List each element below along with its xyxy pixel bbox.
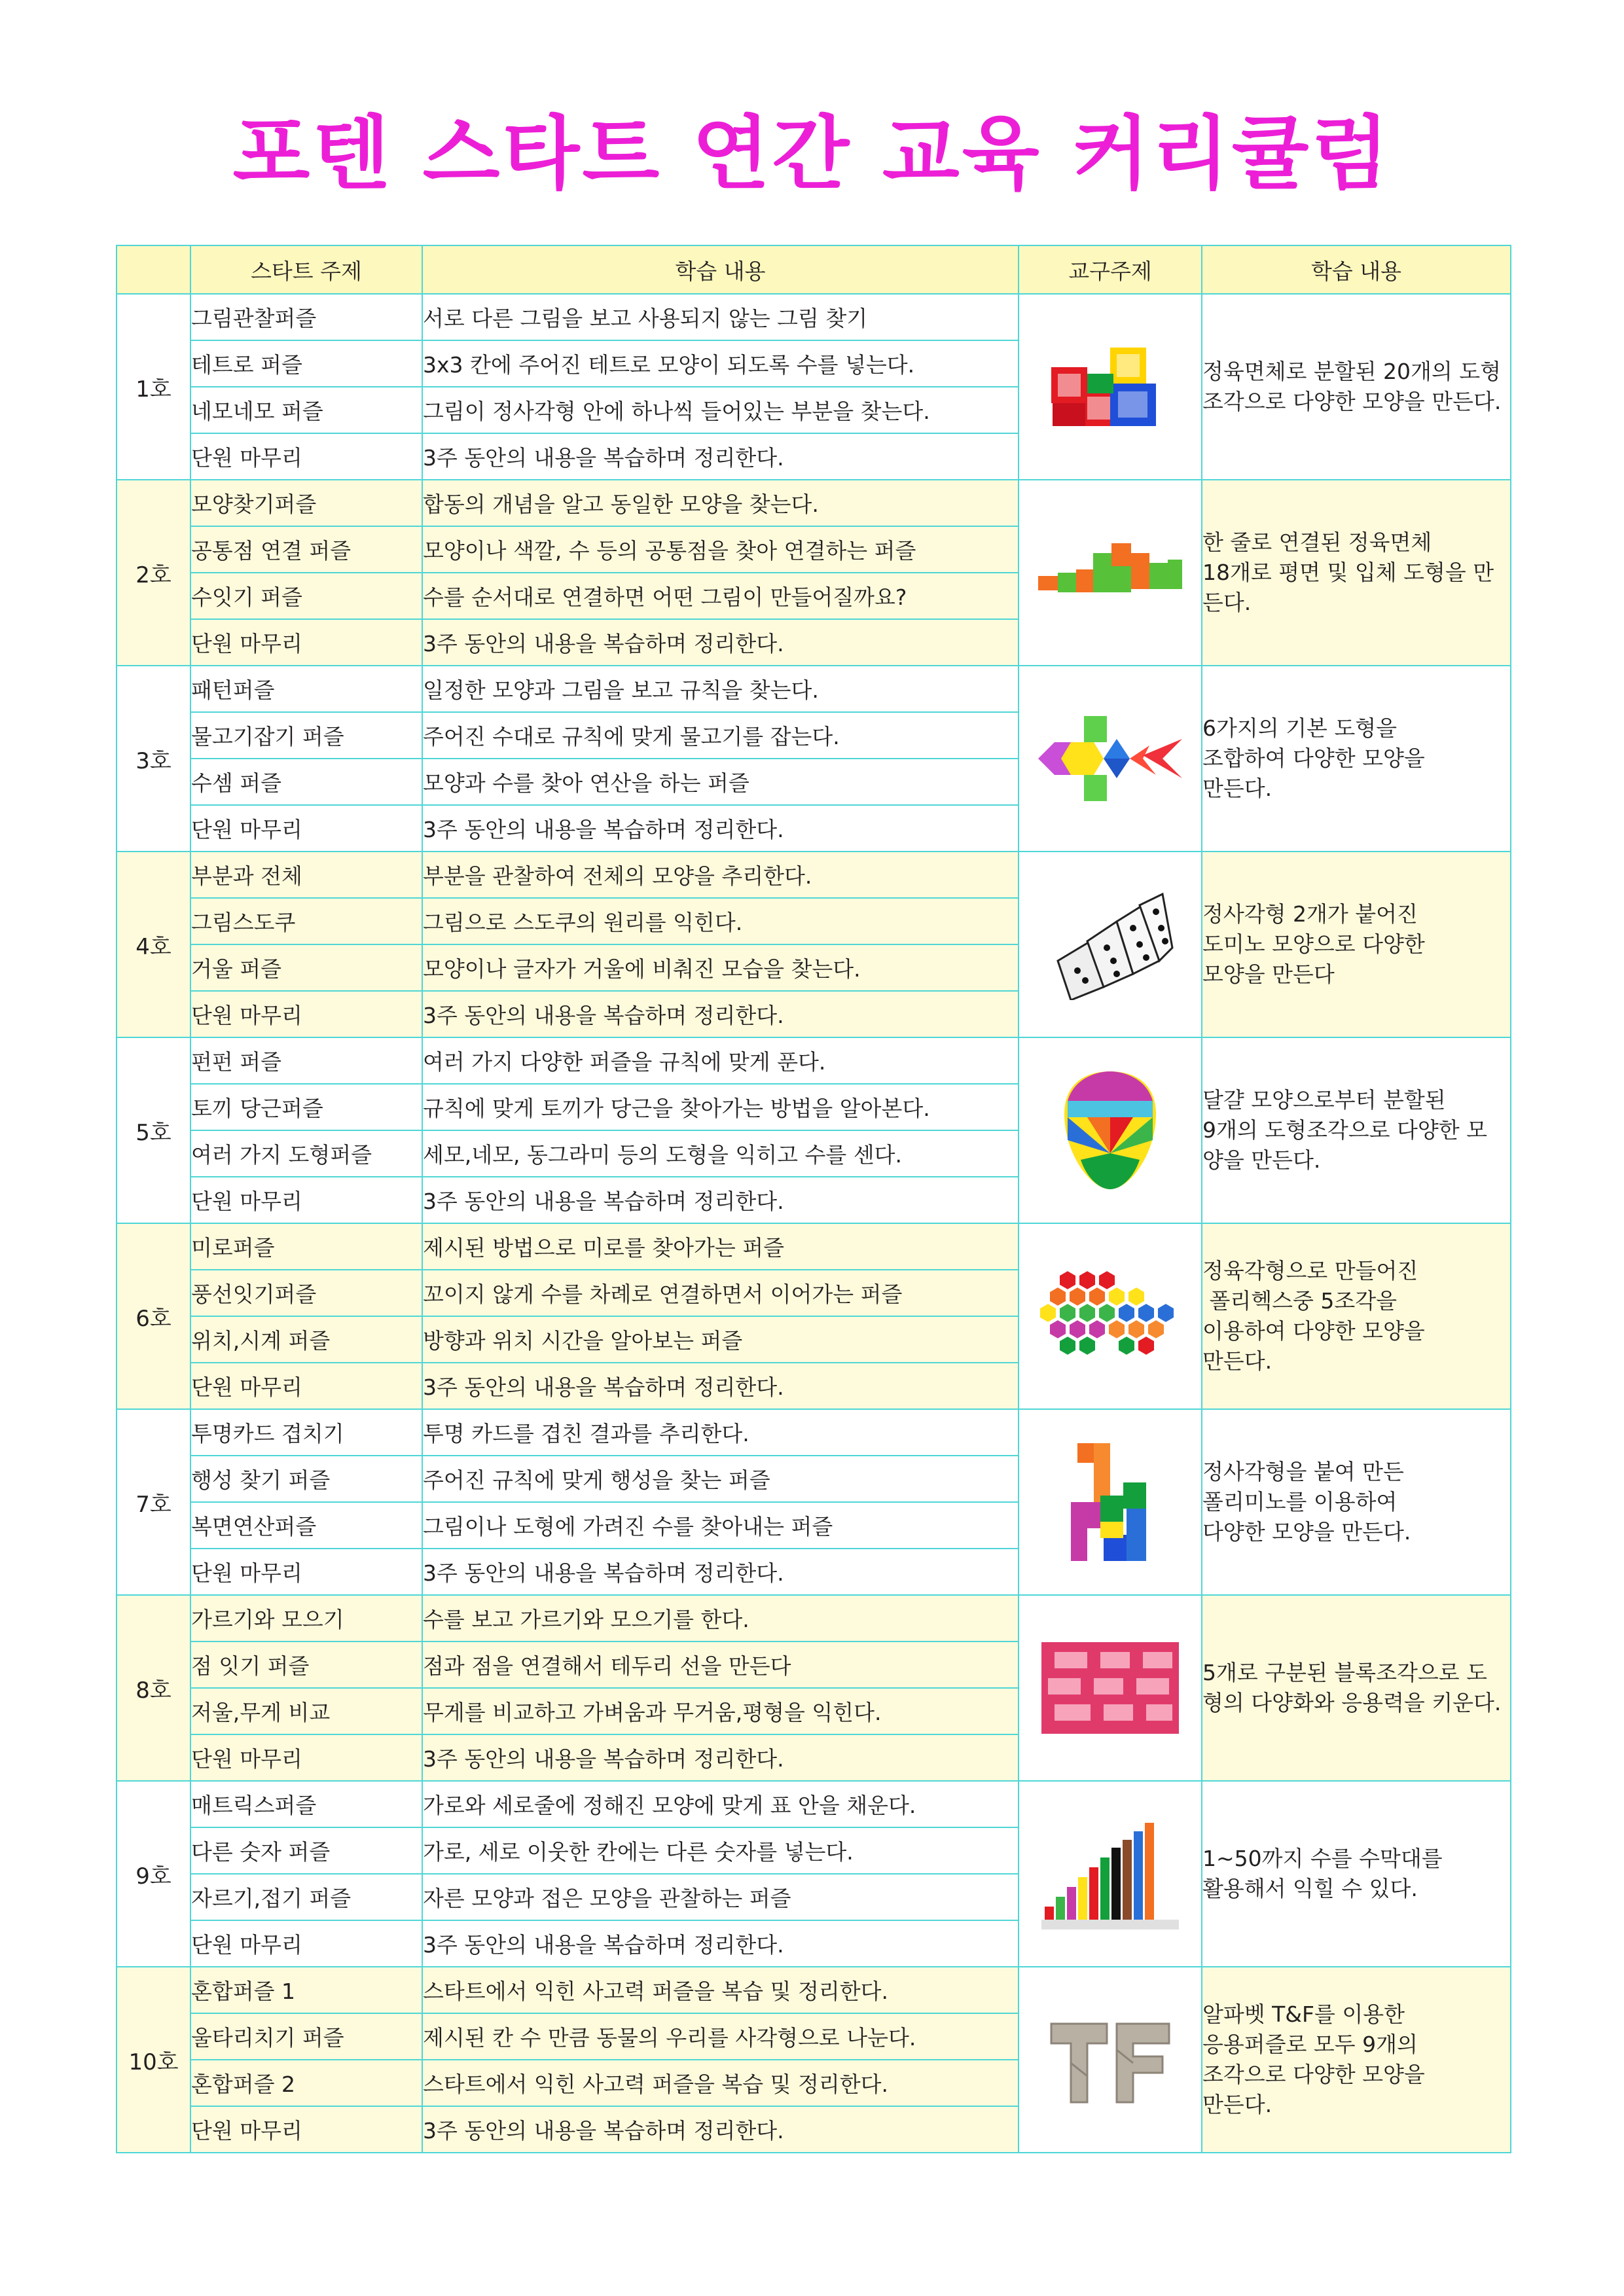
topic-cell: 여러 가지 도형퍼즐: [190, 1130, 422, 1177]
content-cell: 3주 동안의 내용을 복습하며 정리한다.: [422, 1177, 1019, 1223]
content-cell: 3주 동안의 내용을 복습하며 정리한다.: [422, 1549, 1019, 1595]
egg-tangram-icon: [1019, 1037, 1202, 1223]
polyomino-icon: [1019, 1409, 1202, 1595]
topic-cell: 단원 마무리: [190, 619, 422, 666]
issue-number: 1호: [117, 294, 190, 480]
content-cell: 수를 보고 가르기와 모으기를 한다.: [422, 1595, 1019, 1641]
content-cell: 점과 점을 연결해서 테두리 선을 만든다: [422, 1641, 1019, 1688]
tool-description-line: 이용하여 다양한 모양을: [1202, 1318, 1425, 1344]
table-row: [117, 480, 1511, 526]
topic-cell: 펀펀 퍼즐: [190, 1037, 422, 1084]
content-cell: 3주 동안의 내용을 복습하며 정리한다.: [422, 619, 1019, 666]
tool-description-line: 5개로 구분된 블록조각으로 도: [1202, 1660, 1488, 1685]
content-cell: 스타트에서 익힌 사고력 퍼즐을 복습 및 정리한다.: [422, 1967, 1019, 2013]
header-topic: 스타트 주제: [190, 245, 422, 294]
issue-number: 3호: [117, 666, 190, 852]
tool-description-line: 만든다.: [1202, 2092, 1272, 2117]
table-row: [117, 1037, 1511, 1084]
topic-cell: 그림스도쿠: [190, 898, 422, 944]
content-cell: 제시된 칸 수 만큼 동물의 우리를 사각형으로 나눈다.: [422, 2013, 1019, 2060]
tool-description-line: 다양한 모양을 만든다.: [1202, 1519, 1411, 1545]
topic-cell: 테트로 퍼즐: [190, 340, 422, 387]
content-cell: 방향과 위치 시간을 알아보는 퍼즐: [422, 1316, 1019, 1363]
content-cell: 가로와 세로줄에 정해진 모양에 맞게 표 안을 채운다.: [422, 1781, 1019, 1827]
topic-cell: 저울,무게 비교: [190, 1688, 422, 1734]
tool-description: [1202, 294, 1511, 480]
table-row: [117, 1409, 1511, 1456]
curriculum-group: [117, 480, 1511, 666]
content-cell: 무게를 비교하고 가벼움과 무거움,평형을 익힌다.: [422, 1688, 1019, 1734]
content-cell: 자른 모양과 접은 모양을 관찰하는 퍼즐: [422, 1874, 1019, 1920]
tool-description-line: 1~50까지 수를 수막대를: [1202, 1846, 1443, 1871]
tool-description-line: 조각으로 다양한 모양을: [1202, 2062, 1425, 2087]
issue-number: 5호: [117, 1037, 190, 1223]
topic-cell: 미로퍼즐: [190, 1223, 422, 1270]
topic-cell: 행성 찾기 퍼즐: [190, 1456, 422, 1502]
topic-cell: 혼합퍼즐 2: [190, 2060, 422, 2106]
issue-number: 2호: [117, 480, 190, 666]
tool-description-line: 6가지의 기본 도형을: [1202, 715, 1397, 741]
tool-description-line: 도미노 모양으로 다양한: [1202, 931, 1425, 957]
topic-cell: 수잇기 퍼즐: [190, 573, 422, 619]
dominoes-icon: [1019, 852, 1202, 1037]
curriculum-group: [117, 666, 1511, 852]
tool-description-line: 알파벳 T&F를 이용한: [1202, 2001, 1405, 2027]
content-cell: 주어진 규칙에 맞게 행성을 찾는 퍼즐: [422, 1456, 1019, 1502]
snake-cubes-icon: [1019, 480, 1202, 666]
header-tool-content: 학습 내용: [1202, 245, 1511, 294]
tool-description-line: 18개로 평면 및 입체 도형을 만: [1202, 560, 1494, 585]
topic-cell: 물고기잡기 퍼즐: [190, 712, 422, 759]
content-cell: 여러 가지 다양한 퍼즐을 규칙에 맞게 푼다.: [422, 1037, 1019, 1084]
topic-cell: 토끼 당근퍼즐: [190, 1084, 422, 1130]
content-cell: 3주 동안의 내용을 복습하며 정리한다.: [422, 805, 1019, 852]
content-cell: 부분을 관찰하여 전체의 모양을 추리한다.: [422, 852, 1019, 898]
content-cell: 수를 순서대로 연결하면 어떤 그림이 만들어질까요?: [422, 573, 1019, 619]
content-cell: 투명 카드를 겹친 결과를 추리한다.: [422, 1409, 1019, 1456]
topic-cell: 단원 마무리: [190, 2106, 422, 2153]
topic-cell: 다른 숫자 퍼즐: [190, 1827, 422, 1874]
content-cell: 그림이나 도형에 가려진 수를 찾아내는 퍼즐: [422, 1502, 1019, 1549]
topic-cell: 풍선잇기퍼즐: [190, 1270, 422, 1316]
topic-cell: 가르기와 모으기: [190, 1595, 422, 1641]
issue-number: 7호: [117, 1409, 190, 1595]
table-row: [117, 1967, 1511, 2013]
curriculum-table: [116, 245, 1511, 2153]
polyhex-icon: [1019, 1223, 1202, 1409]
topic-cell: 거울 퍼즐: [190, 944, 422, 991]
header-content: 학습 내용: [422, 245, 1019, 294]
tool-description-line: 형의 다양화와 응용력을 키운다.: [1202, 1690, 1502, 1715]
issue-number: 9호: [117, 1781, 190, 1967]
cube-blocks-icon: [1019, 294, 1202, 480]
topic-cell: 단원 마무리: [190, 1920, 422, 1967]
topic-cell: 울타리치기 퍼즐: [190, 2013, 422, 2060]
table-row: [117, 666, 1511, 712]
tool-description-line: 정사각형 2개가 붙어진: [1202, 901, 1418, 927]
tool-description-line: 활용해서 익힐 수 있다.: [1202, 1876, 1418, 1901]
content-cell: 3주 동안의 내용을 복습하며 정리한다.: [422, 1920, 1019, 1967]
topic-cell: 점 잇기 퍼즐: [190, 1641, 422, 1688]
content-cell: 규칙에 맞게 토끼가 당근을 찾아가는 방법을 알아본다.: [422, 1084, 1019, 1130]
header-blank: [117, 245, 190, 294]
topic-cell: 단원 마무리: [190, 1177, 422, 1223]
tool-description-line: 달걀 모양으로부터 분할된: [1202, 1087, 1446, 1113]
topic-cell: 위치,시계 퍼즐: [190, 1316, 422, 1363]
tool-description-line: 응용퍼즐로 모두 9개의: [1202, 2032, 1418, 2057]
topic-cell: 단원 마무리: [190, 1363, 422, 1409]
table-row: [117, 1781, 1511, 1827]
tool-description-line: 만든다.: [1202, 776, 1272, 801]
tool-description: [1202, 1781, 1511, 1967]
content-cell: 서로 다른 그림을 보고 사용되지 않는 그림 찾기: [422, 294, 1019, 340]
tool-description-line: 모양을 만든다: [1202, 961, 1335, 987]
tool-description-line: 정육각형으로 만들어진: [1202, 1258, 1418, 1283]
topic-cell: 공통점 연결 퍼즐: [190, 526, 422, 573]
topic-cell: 혼합퍼즐 1: [190, 1967, 422, 2013]
table-row: [117, 1595, 1511, 1641]
tool-description: [1202, 852, 1511, 1037]
topic-cell: 수셈 퍼즐: [190, 759, 422, 805]
tool-description: [1202, 666, 1511, 852]
topic-cell: 단원 마무리: [190, 805, 422, 852]
curriculum-group: [117, 1037, 1511, 1223]
content-cell: 3주 동안의 내용을 복습하며 정리한다.: [422, 2106, 1019, 2153]
tool-description-line: 정사각형을 붙여 만든: [1202, 1459, 1404, 1484]
tool-description-line: 만든다.: [1202, 1348, 1272, 1374]
curriculum-group: [117, 294, 1511, 480]
table-header-row: [117, 245, 1511, 294]
topic-cell: 네모네모 퍼즐: [190, 387, 422, 433]
curriculum-group: [117, 852, 1511, 1037]
issue-number: 6호: [117, 1223, 190, 1409]
topic-cell: 복면연산퍼즐: [190, 1502, 422, 1549]
content-cell: 그림이 정사각형 안에 하나씩 들어있는 부분을 찾는다.: [422, 387, 1019, 433]
table-row: [117, 852, 1511, 898]
issue-number: 10호: [117, 1967, 190, 2153]
content-cell: 제시된 방법으로 미로를 찾아가는 퍼즐: [422, 1223, 1019, 1270]
issue-number: 4호: [117, 852, 190, 1037]
curriculum-group: [117, 1781, 1511, 1967]
topic-cell: 그림관찰퍼즐: [190, 294, 422, 340]
topic-cell: 단원 마무리: [190, 1734, 422, 1781]
content-cell: 모양이나 색깔, 수 등의 공통점을 찾아 연결하는 퍼즐: [422, 526, 1019, 573]
content-cell: 스타트에서 익힌 사고력 퍼즐을 복습 및 정리한다.: [422, 2060, 1019, 2106]
content-cell: 모양과 수를 찾아 연산을 하는 퍼즐: [422, 759, 1019, 805]
tool-description: [1202, 1409, 1511, 1595]
curriculum-group: [117, 1967, 1511, 2153]
topic-cell: 부분과 전체: [190, 852, 422, 898]
topic-cell: 패턴퍼즐: [190, 666, 422, 712]
content-cell: 모양이나 글자가 거울에 비춰진 모습을 찾는다.: [422, 944, 1019, 991]
topic-cell: 단원 마무리: [190, 991, 422, 1037]
header-tool: 교구주제: [1019, 245, 1202, 294]
topic-cell: 매트릭스퍼즐: [190, 1781, 422, 1827]
brick-blocks-icon: [1019, 1595, 1202, 1781]
curriculum-group: [117, 1595, 1511, 1781]
topic-cell: 투명카드 겹치기: [190, 1409, 422, 1456]
tf-letters-icon: [1019, 1967, 1202, 2153]
content-cell: 합동의 개념을 알고 동일한 모양을 찾는다.: [422, 480, 1019, 526]
topic-cell: 자르기,접기 퍼즐: [190, 1874, 422, 1920]
topic-cell: 단원 마무리: [190, 433, 422, 480]
content-cell: 꼬이지 않게 수를 차례로 연결하면서 이어가는 퍼즐: [422, 1270, 1019, 1316]
tool-description-line: 정육면체로 분할된 20개의 도형: [1202, 359, 1501, 384]
table-row: [117, 294, 1511, 340]
curriculum-group: [117, 1409, 1511, 1595]
content-cell: 일정한 모양과 그림을 보고 규칙을 찾는다.: [422, 666, 1019, 712]
content-cell: 세모,네모, 동그라미 등의 도형을 익히고 수를 센다.: [422, 1130, 1019, 1177]
pattern-blocks-fish-icon: [1019, 666, 1202, 852]
curriculum-group: [117, 1223, 1511, 1409]
tool-description-line: 폴리헥스중 5조각을: [1202, 1288, 1397, 1314]
tool-description-line: 폴리미노를 이용하여: [1202, 1489, 1398, 1515]
content-cell: 3x3 칸에 주어진 테트로 모양이 되도록 수를 넣는다.: [422, 340, 1019, 387]
tool-description: [1202, 1223, 1511, 1409]
tool-description-line: 든다.: [1202, 590, 1252, 615]
content-cell: 그림으로 스도쿠의 원리를 익힌다.: [422, 898, 1019, 944]
tool-description-line: 한 줄로 연결된 정육면체: [1202, 529, 1432, 555]
content-cell: 3주 동안의 내용을 복습하며 정리한다.: [422, 991, 1019, 1037]
content-cell: 3주 동안의 내용을 복습하며 정리한다.: [422, 1734, 1019, 1781]
tool-description-line: 조합하여 다양한 모양을: [1202, 745, 1425, 771]
tool-description: [1202, 1037, 1511, 1223]
content-cell: 주어진 수대로 규칙에 맞게 물고기를 잡는다.: [422, 712, 1019, 759]
page-title: 포텐 스타트 연간 교육 커리큘럼: [232, 107, 1392, 200]
table-row: [117, 1223, 1511, 1270]
topic-cell: 단원 마무리: [190, 1549, 422, 1595]
tool-description-line: 9개의 도형조각으로 다양한 모: [1202, 1117, 1488, 1143]
topic-cell: 모양찾기퍼즐: [190, 480, 422, 526]
content-cell: 3주 동안의 내용을 복습하며 정리한다.: [422, 433, 1019, 480]
number-rods-icon: [1019, 1781, 1202, 1967]
tool-description: [1202, 480, 1511, 666]
tool-description-line: 양을 만든다.: [1202, 1147, 1321, 1173]
content-cell: 3주 동안의 내용을 복습하며 정리한다.: [422, 1363, 1019, 1409]
content-cell: 가로, 세로 이웃한 칸에는 다른 숫자를 넣는다.: [422, 1827, 1019, 1874]
tool-description-line: 조각으로 다양한 모양을 만든다.: [1202, 389, 1502, 414]
tool-description: [1202, 1967, 1511, 2153]
tool-description: [1202, 1595, 1511, 1781]
issue-number: 8호: [117, 1595, 190, 1781]
